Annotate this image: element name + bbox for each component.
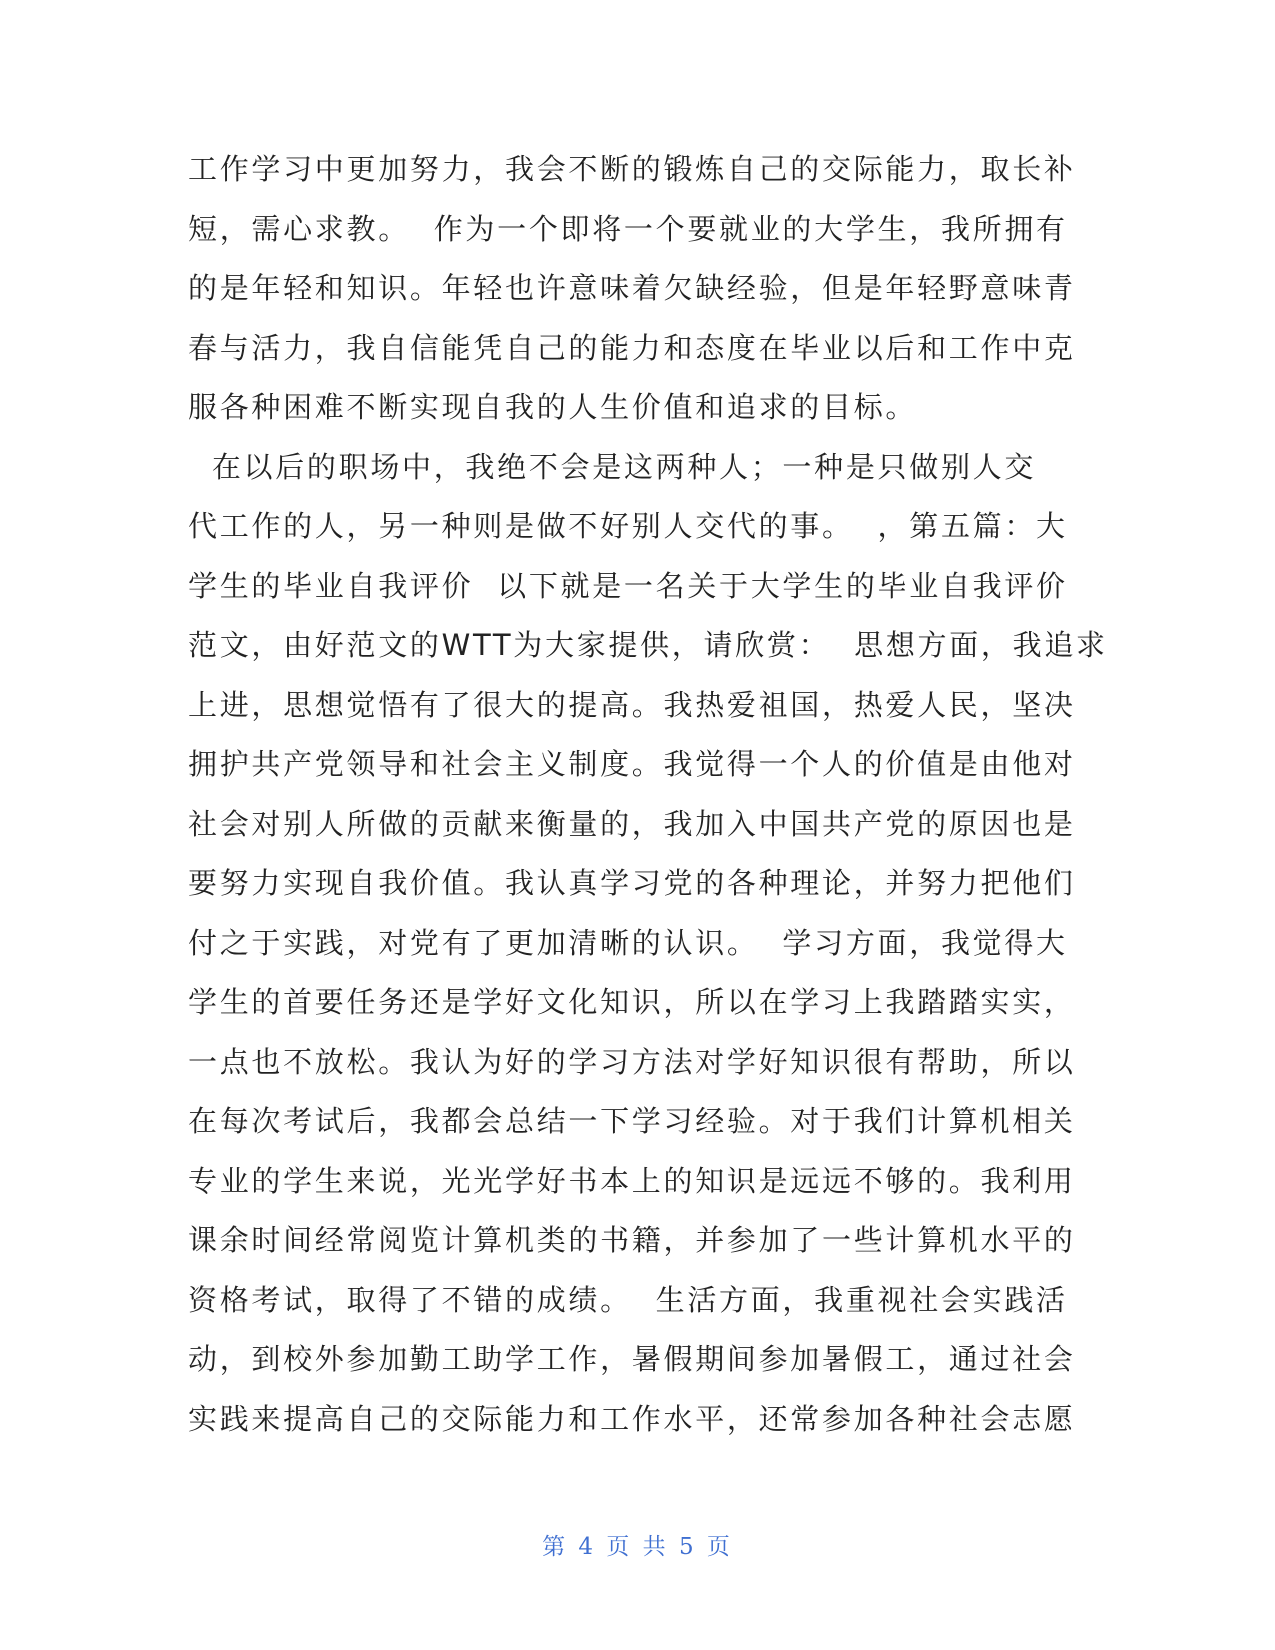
- text-line: 实践来提高自己的交际能力和工作水平，还常参加各种社会志愿: [188, 1401, 1076, 1436]
- text-line: 范文，由好范文的WTT为大家提供，请欣赏： 思想方面，我追求: [188, 628, 1108, 662]
- text-line: 代工作的人，另一种则是做不好别人交代的事。 ，第五篇：大: [188, 509, 1068, 543]
- text-line: 在以后的职场中，我绝不会是这两种人；一种是只做别人交: [188, 449, 1037, 484]
- text-line: 服各种困难不断实现自我的人生价值和追求的目标。: [188, 390, 918, 424]
- text-line: 的是年轻和知识。年轻也许意味着欠缺经验，但是年轻野意味青: [188, 271, 1076, 305]
- text-line: 一点也不放松。我认为好的学习方法对学好知识很有帮助，所以: [188, 1044, 1076, 1079]
- text-line: 付之于实践，对党有了更加清晰的认识。 学习方面，我觉得大: [188, 925, 1068, 960]
- text-line: 资格考试，取得了不错的成绩。 生活方面，我重视社会实践活: [188, 1282, 1068, 1317]
- text-line: 短，需心求教。 作为一个即将一个要就业的大学生，我所拥有: [188, 211, 1068, 246]
- text-line: 动，到校外参加勤工助学工作，暑假期间参加暑假工，通过社会: [188, 1342, 1076, 1376]
- text-line: 工作学习中更加努力，我会不断的锻炼自己的交际能力，取长补: [188, 152, 1076, 186]
- text-line: 上进，思想觉悟有了很大的提高。我热爱祖国，热爱人民，坚决: [188, 687, 1076, 722]
- text-line: 在每次考试后，我都会总结一下学习经验。对于我们计算机相关: [188, 1104, 1076, 1138]
- page-number-footer: 第 4 页 共 5 页: [542, 1534, 733, 1560]
- text-line: 学生的首要任务还是学好文化知识，所以在学习上我踏踏实实，: [188, 985, 1076, 1019]
- text-line: 社会对别人所做的贡献来衡量的，我加入中国共产党的原因也是: [188, 806, 1076, 841]
- text-line: 学生的毕业自我评价 以下就是一名关于大学生的毕业自我评价: [188, 568, 1068, 603]
- body-text: [188, 140, 1108, 1449]
- text-line: 要努力实现自我价值。我认真学习党的各种理论，并努力把他们: [188, 866, 1076, 900]
- text-line: 春与活力，我自信能凭自己的能力和态度在毕业以后和工作中克: [188, 330, 1076, 365]
- text-line: 课余时间经常阅览计算机类的书籍，并参加了一些计算机水平的: [188, 1223, 1076, 1257]
- text-line: 专业的学生来说，光光学好书本上的知识是远远不够的。我利用: [188, 1163, 1076, 1198]
- text-line: 拥护共产党领导和社会主义制度。我觉得一个人的价值是由他对: [188, 747, 1076, 781]
